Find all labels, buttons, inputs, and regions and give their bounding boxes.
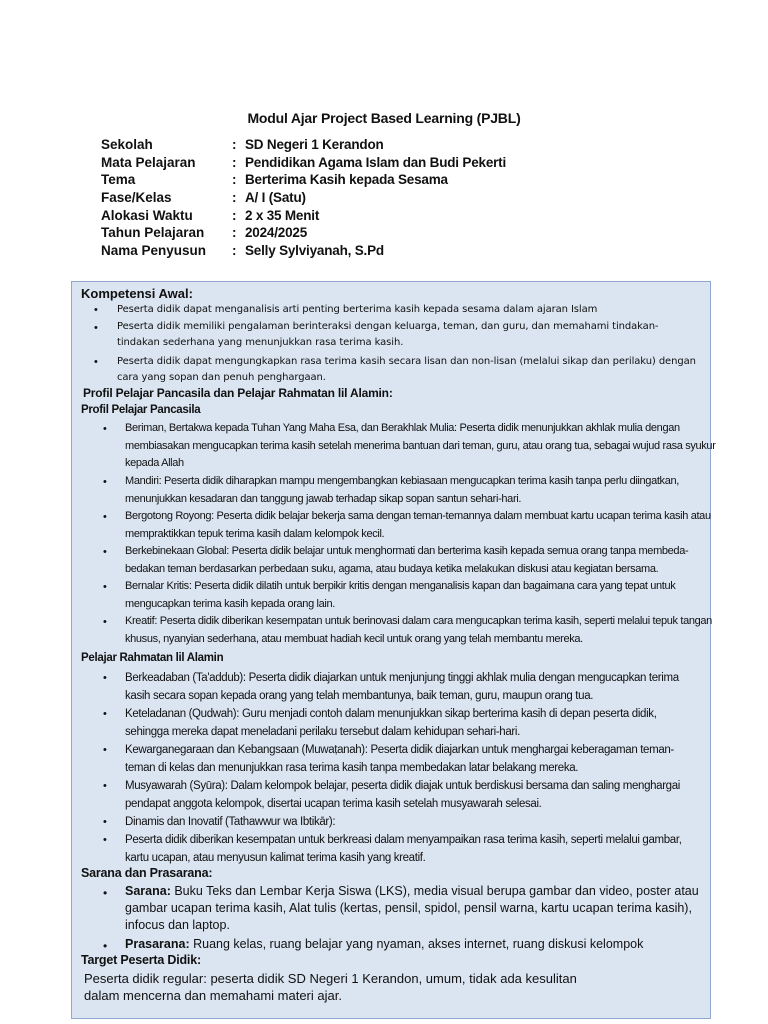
meta-label: Tahun Pelajaran <box>101 225 205 241</box>
list-item-text: Mandiri: Peserta didik diharapkan mampu mengembangkan kebiasaan mengucapkan terima kasih tanpa perlu diingatkan, menunjukkan kesadaran dan tanggung jawab terhadap sikap sopan santun sehari-hari. <box>125 475 679 505</box>
bullet: • <box>103 581 107 593</box>
bullet: • <box>94 322 98 334</box>
list-item-text: Peserta didik diberikan kesempatan untuk berkreasi dalam menyampaikan rasa terima kasih, seperti melalui gambar, kartu ucapan, atau menyusun kalimat terima kasih yang kreatif. <box>125 834 682 864</box>
meta-value: SD Negeri 1 Kerandon <box>245 137 384 152</box>
list-item-text: Berkebinekaan Global: Peserta didik belajar untuk menghormati dan berterima kasih kepada semua orang tanpa membeda- bedakan teman berdasarkan perbedaan suku, agama, atau budaya ketika melakukan diskusi atau kegiatan bersama. <box>125 545 689 575</box>
list-item-text: Beriman, Bertakwa kepada Tuhan Yang Maha Esa, dan Berakhlak Mulia: Peserta didik menunjukkan akhlak mulia dengan membiasakan mengucapkan terima kasih setelah menerima bantuan dari teman, guru, atau orang tua, sebagai wujud rasa syukur kepada Allah <box>125 422 716 469</box>
meta-colon: : <box>232 243 237 259</box>
bullet: • <box>103 476 107 488</box>
sarana-label: Sarana: <box>125 884 171 898</box>
list-item-text: Berkeadaban (Ta'addub): Peserta didik diajarkan untuk menjunjung tinggi akhlak mulia dengan mengucapkan terima kasih secara sopan kepada orang yang telah membantunya, baik teman, guru, maupun orang tua. <box>125 672 679 702</box>
meta-label: Tema <box>101 172 136 188</box>
bullet: • <box>103 834 107 846</box>
bullet: • <box>103 423 107 435</box>
bullet: • <box>103 708 107 720</box>
profil-heading: Profil Pelajar Pancasila dan Pelajar Rahmatan lil Alamin: <box>83 386 393 400</box>
bullet: • <box>94 304 98 316</box>
meta-colon: : <box>232 190 237 206</box>
meta-row-mata-pelajaran <box>101 154 506 172</box>
pancasila-heading: Profil Pelajar Pancasila <box>81 404 201 416</box>
bullet: • <box>103 780 107 792</box>
meta-value: 2024/2025 <box>245 225 308 241</box>
list-item-text: Keteladanan (Qudwah): Guru menjadi contoh dalam menunjukkan sikap berterima kasih di depan peserta didik, sehingga mereka dapat meneladani perilaku tersebut dalam kehidupan sehari-hari. <box>125 708 657 738</box>
list-item-text: Peserta didik dapat mengungkapkan rasa terima kasih secara lisan dan non-lisan (melalui sikap dan perilaku) dengan cara yang sopan dan penuh penghargaan. <box>117 356 696 383</box>
rahmatan-heading: Pelajar Rahmatan lil Alamin <box>81 652 224 664</box>
meta-colon: : <box>232 137 237 152</box>
bullet: • <box>103 511 107 523</box>
target-text: Peserta didik regular: peserta didik SD Negeri 1 Kerandon, umum, tidak ada kesulitan dalam mencerna dan memahami materi ajar. <box>84 971 577 1003</box>
meta-value: A/ I (Satu) <box>245 190 306 206</box>
bullet: • <box>103 616 107 628</box>
meta-value: 2 x 35 Menit <box>245 207 320 223</box>
identity-table <box>101 136 506 260</box>
meta-value: Selly Sylviyanah, S.Pd <box>245 243 384 259</box>
bullet: • <box>103 672 107 684</box>
meta-row-fase-kelas <box>101 189 506 207</box>
meta-colon: : <box>232 154 237 170</box>
list-item-text: Kewarganegaraan dan Kebangsaan (Muwaṭanah): Peserta didik diajarkan untuk menghargai keberagaman teman- teman di kelas dan menunjukkan rasa terima kasih tanpa membedakan latar belakang mereka. <box>125 744 674 774</box>
meta-label: Fase/Kelas <box>101 190 172 206</box>
document-title: Modul Ajar Project Based Learning (PJBL) <box>247 110 521 126</box>
meta-row-tahun-pelajaran <box>101 224 506 242</box>
prasarana-label: Prasarana: <box>125 937 190 951</box>
list-item-text: Peserta didik memiliki pengalaman berinteraksi dengan keluarga, teman, dan guru, dan memahami tindakan- tindakan sederhana yang menunjukkan rasa terima kasih. <box>117 321 659 348</box>
sarana-heading: Sarana dan Prasarana: <box>81 866 213 880</box>
list-item-text: Dinamis dan Inovatif (Tathawwur wa Ibtikār): <box>125 816 336 828</box>
bullet: • <box>103 546 107 558</box>
list-item-text: Bernalar Kritis: Peserta didik dilatih untuk berpikir kritis dengan menganalisis kapan dan bagaimana cara yang tepat untuk mengucapkan terima kasih kepada orang lain. <box>125 580 676 610</box>
content-box <box>71 281 716 1019</box>
bullet: • <box>103 816 107 828</box>
meta-value: Berterima Kasih kepada Sesama <box>245 172 448 188</box>
bullet: • <box>103 886 108 900</box>
meta-row-sekolah <box>101 136 506 154</box>
bullet: • <box>103 939 108 953</box>
list-item-text: Bergotong Royong: Peserta didik belajar bekerja sama dengan teman-temannya dalam membuat kartu ucapan terima kasih atau mempraktikkan tepuk terima kasih dalam kelompok kecil. <box>125 510 711 540</box>
meta-value: Pendidikan Agama Islam dan Budi Pekerti <box>245 154 507 170</box>
kompetensi-heading: Kompetensi Awal: <box>81 286 193 301</box>
target-heading: Target Peserta Didik: <box>81 953 201 967</box>
list-item-text: Kreatif: Peserta didik diberikan kesempatan untuk berinovasi dalam cara mengucapkan terima kasih, seperti melalui tepuk tangan khusus, nyanyian sederhana, atau membuat hadiah kecil untuk orang yang telah membantu mereka. <box>125 615 712 645</box>
meta-row-nama-penyusun <box>101 242 506 260</box>
meta-label: Alokasi Waktu <box>101 207 193 223</box>
list-item-text: Musyawarah (Syūra): Dalam kelompok belajar, peserta didik diajak untuk berdiskusi bersama dan saling menghargai pendapat anggota kelompok, disertai ucapan terima kasih setelah musyawarah selesai. <box>125 780 680 810</box>
meta-label: Mata Pelajaran <box>101 154 196 170</box>
list-item-text: Prasarana: Ruang kelas, ruang belajar yang nyaman, akses internet, ruang diskusi kelompok <box>125 937 644 951</box>
meta-label: Nama Penyusun <box>101 243 207 259</box>
meta-label: Sekolah <box>101 137 153 152</box>
meta-colon: : <box>232 225 237 241</box>
list-item-text: Sarana: Buku Teks dan Lembar Kerja Siswa (LKS), media visual berupa gambar dan video, poster atau gambar ucapan terima kasih, Alat tulis (kertas, pensil, spidol, pensil warna, kartu ucapan terima kasih), infocus dan laptop. <box>125 884 699 932</box>
meta-row-tema <box>101 171 506 189</box>
meta-colon: : <box>232 172 237 188</box>
bullet: • <box>94 356 98 368</box>
bullet: • <box>103 744 107 756</box>
meta-row-alokasi-waktu <box>101 207 506 225</box>
list-item-text: Peserta didik dapat menganalisis arti penting berterima kasih kepada sesama dalam ajaran Islam <box>117 304 598 315</box>
meta-colon: : <box>232 207 237 223</box>
